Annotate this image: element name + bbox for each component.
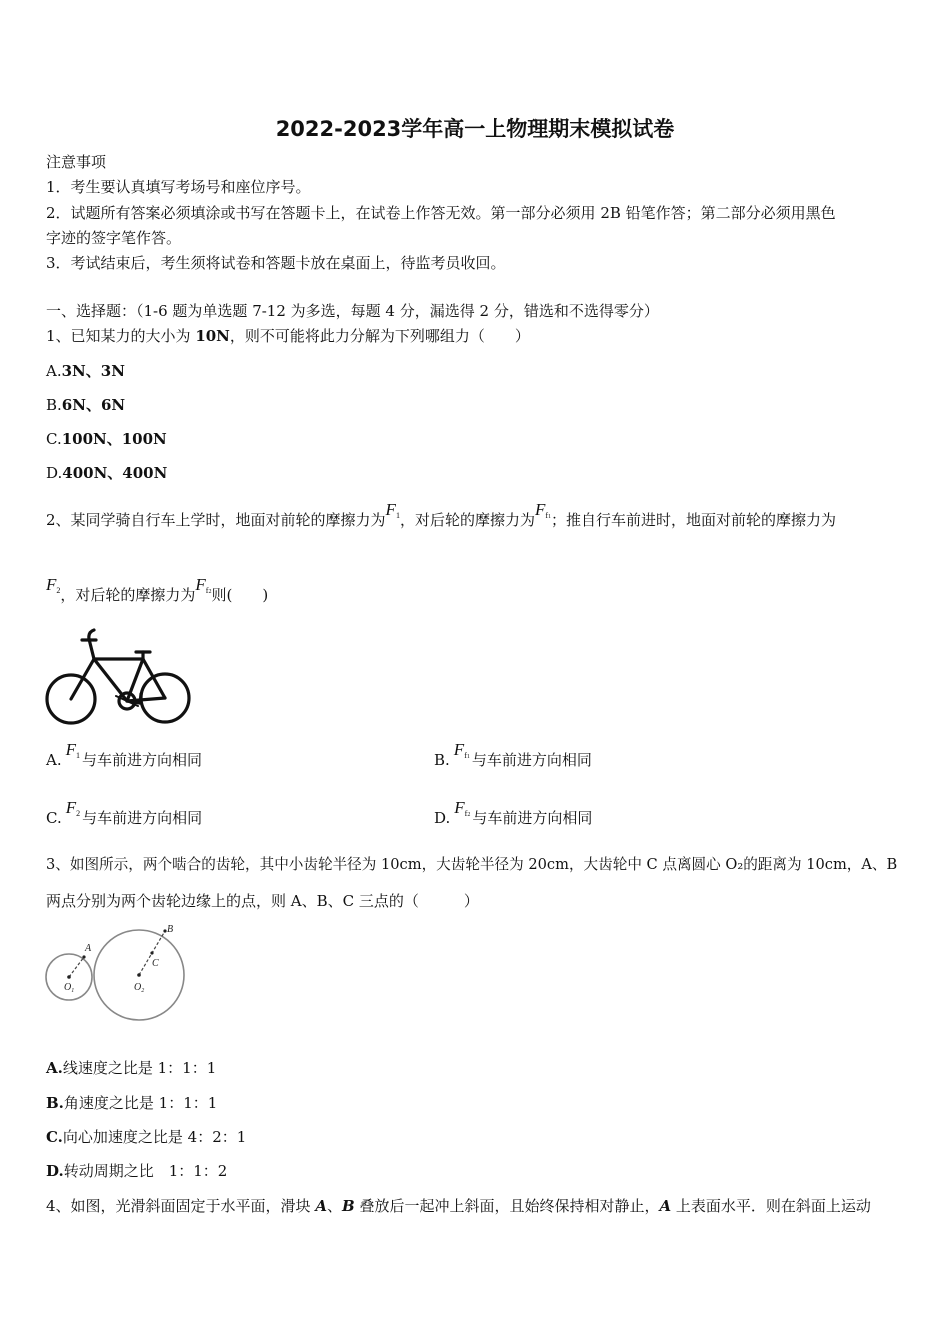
question-3-option-a: A.线速度之比是 1：1：1 [46,1059,217,1077]
question-1-stem: 1、已知某力的大小为 10N，则不可能将此力分解为下列哪组力（ ） [46,327,530,345]
notice-item: 1．考生要认真填写考场号和座位序号。 [46,178,311,196]
notice-item: 2．试题所有答案必须填涂或书写在答题卡上，在试卷上作答无效。第一部分必须用 2B 铅笔作答；第二部分必须用黑色 [46,204,836,222]
page-title: 2022-2023学年高一上物理期末模拟试卷 [275,117,675,141]
question-2-option-a: $A.F_1$ 与车前进方向相同 [46,740,203,769]
label-a: A [85,943,92,954]
question-1-option-b: B.6N、6N [46,396,126,414]
question-2-stem-line2: $F_2$，对后轮的摩擦力为$F_{f2}$则( ) [46,575,269,604]
question-4-stem: 4、如图，光滑斜面固定于水平面，滑块 A、B 叠放后一起冲上斜面，且始终保持相对静止，A 上表面水平．则在斜面上运动 [46,1197,871,1215]
label-o1: $O_1$ [64,982,75,994]
question-1-option-d: D.400N、400N [46,464,168,482]
question-3-stem-line2: 两点分别为两个齿轮边缘上的点，则 A、B、C 三点的（ ） [46,892,479,910]
notice-heading: 注意事项 [46,153,107,171]
question-2-option-b: $B.F_{f1}$ 与车前进方向相同 [434,740,592,769]
notice-item: 3．考试结束后，考生须将试卷和答题卡放在桌面上，待监考员收回。 [46,254,506,272]
question-3-option-b: B.角速度之比是 1：1：1 [46,1094,218,1112]
section-heading: 一、选择题：（1-6 题为单选题 7-12 为多选，每题 4 分，漏选得 2 分，错选和不选得零分） [46,302,659,320]
question-2-option-c: $C.F_2$ 与车前进方向相同 [46,798,203,827]
question-1-option-c: C.100N、100N [46,430,167,448]
label-b: B [167,924,174,935]
bicycle-figure [44,626,196,730]
question-3-option-c: C.向心加速度之比是 4：2：1 [46,1128,247,1146]
notice-item: 字迹的签字笔作答。 [46,229,182,247]
question-2-option-d: $D.F_{f2}$ 与车前进方向相同 [434,798,593,827]
label-o2: $O_2$ [134,982,145,994]
gears-figure [44,922,189,1030]
question-3-option-d: D.转动周期之比 1：1：2 [46,1162,228,1180]
label-c: C [152,958,159,969]
question-3-stem-line1: 3、如图所示，两个啮合的齿轮，其中小齿轮半径为 10cm，大齿轮半径为 20cm，大齿轮中 C 点离圆心 O₂的距离为 10cm，A、B [46,856,898,873]
question-1-option-a: A.3N、3N [46,362,125,380]
question-2-stem-line1: 2、某同学骑自行车上学时，地面对前轮的摩擦力为$F_1$，对后轮的摩擦力为$F_{f1}$；推自行车前进时，地面对前轮的摩擦力为 [46,500,837,529]
